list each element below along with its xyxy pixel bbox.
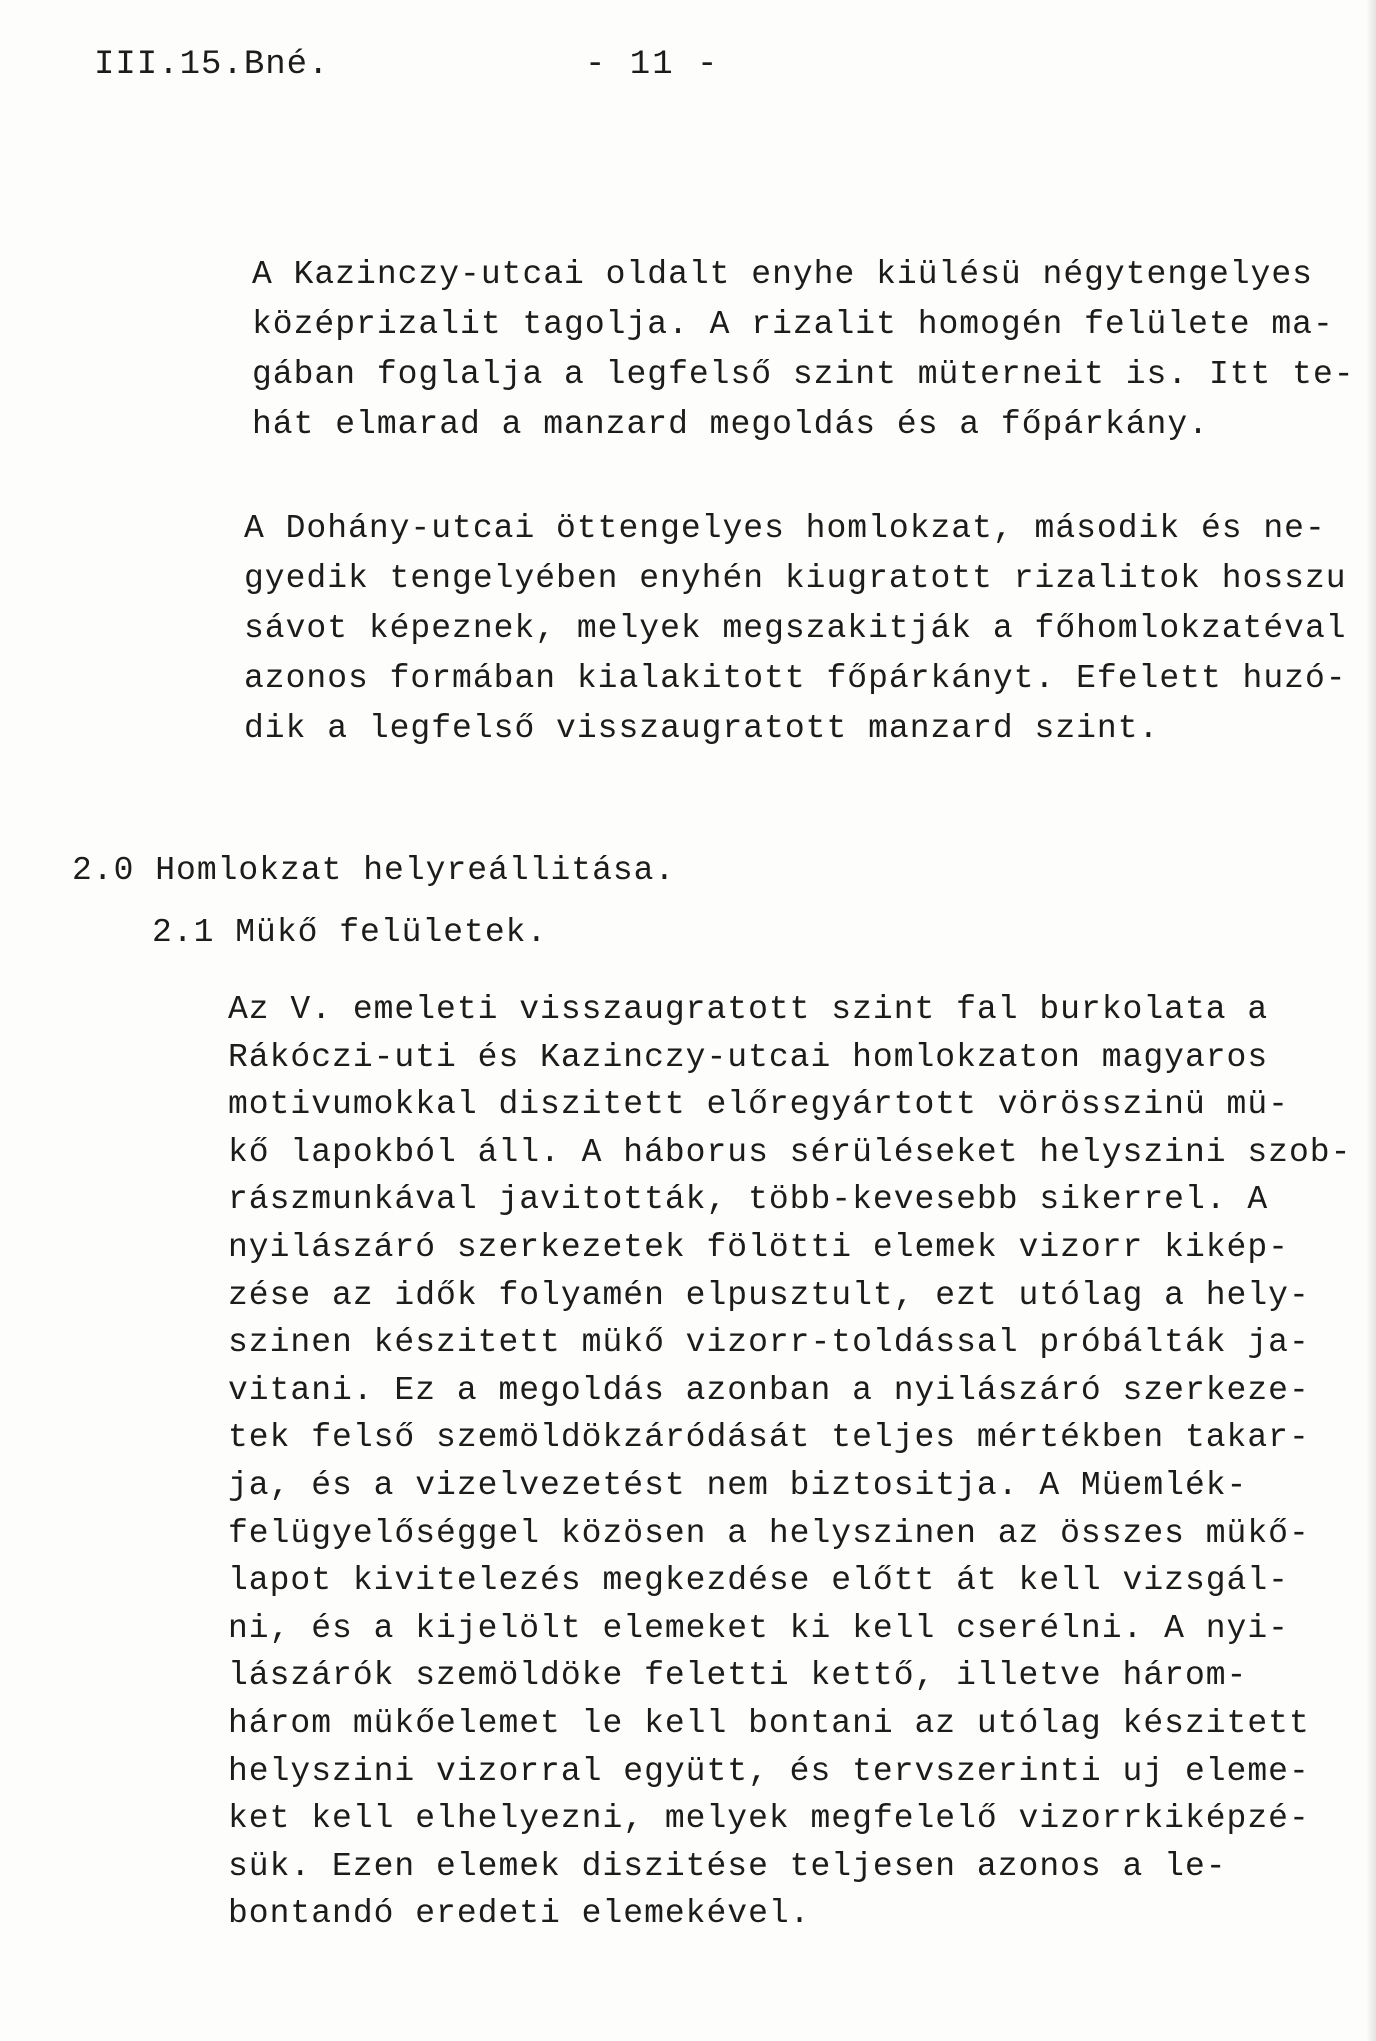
- paragraph-kazinczy-facade: [252, 250, 1355, 450]
- document-reference: III.15.Bné.: [94, 46, 330, 84]
- text-line: középrizalit tagolja. A rizalit homogén felülete ma-: [252, 306, 1334, 343]
- text-line: A Kazinczy-utcai oldalt enyhe kiülésü négytengelyes: [252, 256, 1313, 293]
- text-line: hát elmarad a manzard megoldás és a főpárkány.: [252, 406, 1209, 443]
- text-line: kő lapokból áll. A háborus sérüléseket helyszini szob-: [228, 1133, 1352, 1171]
- text-line: ni, és a kijelölt elemeket ki kell cserélni. A nyi-: [228, 1609, 1289, 1647]
- text-line: helyszini vizorral együtt, és tervszerinti uj eleme-: [228, 1752, 1310, 1790]
- text-line: három mükőelemet le kell bontani az utólag készitett: [228, 1704, 1310, 1742]
- text-line: gában foglalja a legfelső szint müterneit is. Itt te-: [252, 356, 1355, 393]
- text-line: rászmunkával javitották, több-kevesebb sikerrel. A: [228, 1181, 1269, 1219]
- scan-edge-shadow: [1366, 0, 1376, 2041]
- text-line: sük. Ezen elemek diszitése teljesen azonos a le-: [228, 1847, 1227, 1885]
- paragraph-artificial-stone-surfaces: [228, 986, 1351, 1938]
- section-heading: 2.0 Homlokzat helyreállitása.: [72, 852, 676, 889]
- text-line: Rákóczi-uti és Kazinczy-utcai homlokzaton magyaros: [228, 1038, 1269, 1076]
- text-line: gyedik tengelyében enyhén kiugratott rizalitok hosszu: [244, 560, 1347, 597]
- paragraph-dohany-facade: [244, 504, 1347, 754]
- text-line: zése az idők folyamén elpusztult, ezt utólag a hely-: [228, 1276, 1310, 1314]
- text-line: ja, és a vizelvezetést nem biztositja. A Müemlék-: [228, 1466, 1248, 1504]
- text-line: azonos formában kialakitott főpárkányt. Efelett huzó-: [244, 660, 1347, 697]
- text-line: bontandó eredeti elemekével.: [228, 1895, 811, 1933]
- text-line: A Dohány-utcai öttengelyes homlokzat, második és ne-: [244, 510, 1326, 547]
- text-line: lászárók szemöldöke feletti kettő, illetve három-: [228, 1657, 1248, 1695]
- subsection-heading: 2.1 Mükő felületek.: [152, 914, 548, 951]
- text-line: tek felső szemöldökzáródását teljes mértékben takar-: [228, 1419, 1310, 1457]
- page-number: - 11 -: [585, 46, 720, 84]
- text-line: ket kell elhelyezni, melyek megfelelő vizorrkiképzé-: [228, 1800, 1310, 1838]
- text-line: nyilászáró szerkezetek fölötti elemek vizorr kikép-: [228, 1228, 1289, 1266]
- text-line: lapot kivitelezés megkezdése előtt át kell vizsgál-: [228, 1562, 1289, 1600]
- text-line: sávot képeznek, melyek megszakitják a főhomlokzatéval: [244, 610, 1347, 647]
- text-line: szinen készitett mükő vizorr-toldással próbálták ja-: [228, 1324, 1310, 1362]
- text-line: felügyelőséggel közösen a helyszinen az összes mükő-: [228, 1514, 1310, 1552]
- text-line: vitani. Ez a megoldás azonban a nyilászáró szerkeze-: [228, 1371, 1310, 1409]
- text-line: motivumokkal diszitett előregyártott vörösszinü mü-: [228, 1086, 1289, 1124]
- text-line: Az V. emeleti visszaugratott szint fal burkolata a: [228, 991, 1269, 1028]
- text-line: dik a legfelső visszaugratott manzard szint.: [244, 710, 1160, 747]
